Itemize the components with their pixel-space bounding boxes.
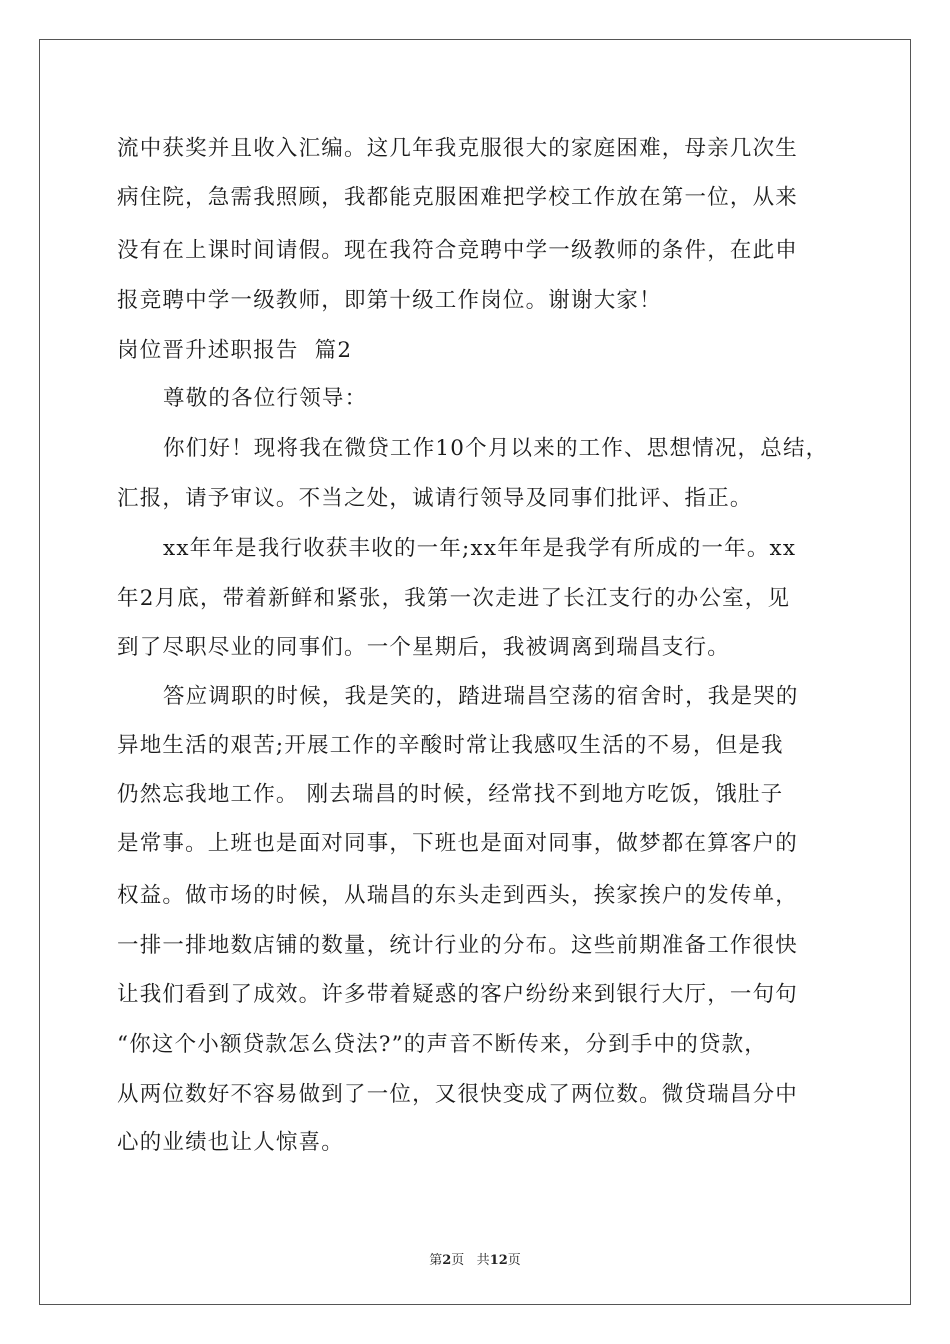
text-line: “你这个小额贷款怎么贷法?”的声音不断传来，分到手中的贷款，: [117, 1032, 768, 1057]
text-line: xx年年是我行收获丰收的一年;xx年年是我学有所成的一年。xx: [163, 536, 797, 561]
text-line: 仍然忘我地工作。 刚去瑞昌的时候，经常找不到地方吃饭，饿肚子: [117, 782, 784, 807]
text-line: 权益。做市场的时候，从瑞昌的东头走到西头，挨家挨户的发传单，: [117, 883, 799, 908]
page-frame: [39, 39, 911, 1305]
text-line: 异地生活的艰苦;开展工作的辛酸时常让我感叹生活的不易，但是我: [117, 733, 784, 758]
text-line: 心的业绩也让人惊喜。: [117, 1130, 345, 1155]
text-line: 报竞聘中学一级教师，即第十级工作岗位。谢谢大家！: [117, 288, 662, 313]
section-title: 岗位晋升述职报告 篇2: [117, 338, 353, 363]
page-total: 12: [489, 1253, 508, 1268]
page-prefix: 第: [429, 1253, 443, 1268]
text-line: 一排一排地数店铺的数量，统计行业的分布。这些前期准备工作很快: [117, 933, 799, 958]
page-footer: [0, 1249, 950, 1268]
text-line: 从两位数好不容易做到了一位，又很快变成了两位数。微贷瑞昌分中: [117, 1082, 799, 1107]
text-line: 答应调职的时候，我是笑的，踏进瑞昌空荡的宿舍时，我是哭的: [163, 684, 799, 709]
text-line: 让我们看到了成效。许多带着疑惑的客户纷纷来到银行大厅，一句句: [117, 982, 799, 1007]
salutation: 尊敬的各位行领导：: [163, 386, 368, 411]
total-prefix: 共: [476, 1253, 490, 1268]
text-line: 你们好！现将我在微贷工作10个月以来的工作、思想情况，总结，: [163, 436, 829, 461]
page-current: 2: [442, 1253, 452, 1268]
text-line: 年2月底，带着新鲜和紧张，我第一次走进了长江支行的办公室，见: [117, 586, 791, 611]
text-line: 没有在上课时间请假。现在我符合竞聘中学一级教师的条件，在此申: [117, 238, 799, 263]
page-suffix: 页: [451, 1253, 465, 1268]
text-line: 到了尽职尽业的同事们。一个星期后，我被调离到瑞昌支行。: [117, 635, 730, 660]
total-suffix: 页: [507, 1253, 521, 1268]
text-line: 病住院，急需我照顾，我都能克服困难把学校工作放在第一位，从来: [117, 185, 799, 210]
text-line: 流中获奖并且收入汇编。这几年我克服很大的家庭困难，母亲几次生: [117, 136, 799, 161]
text-line: 是常事。上班也是面对同事，下班也是面对同事，做梦都在算客户的: [117, 831, 799, 856]
text-line: 汇报，请予审议。不当之处，诚请行领导及同事们批评、指正。: [117, 486, 753, 511]
